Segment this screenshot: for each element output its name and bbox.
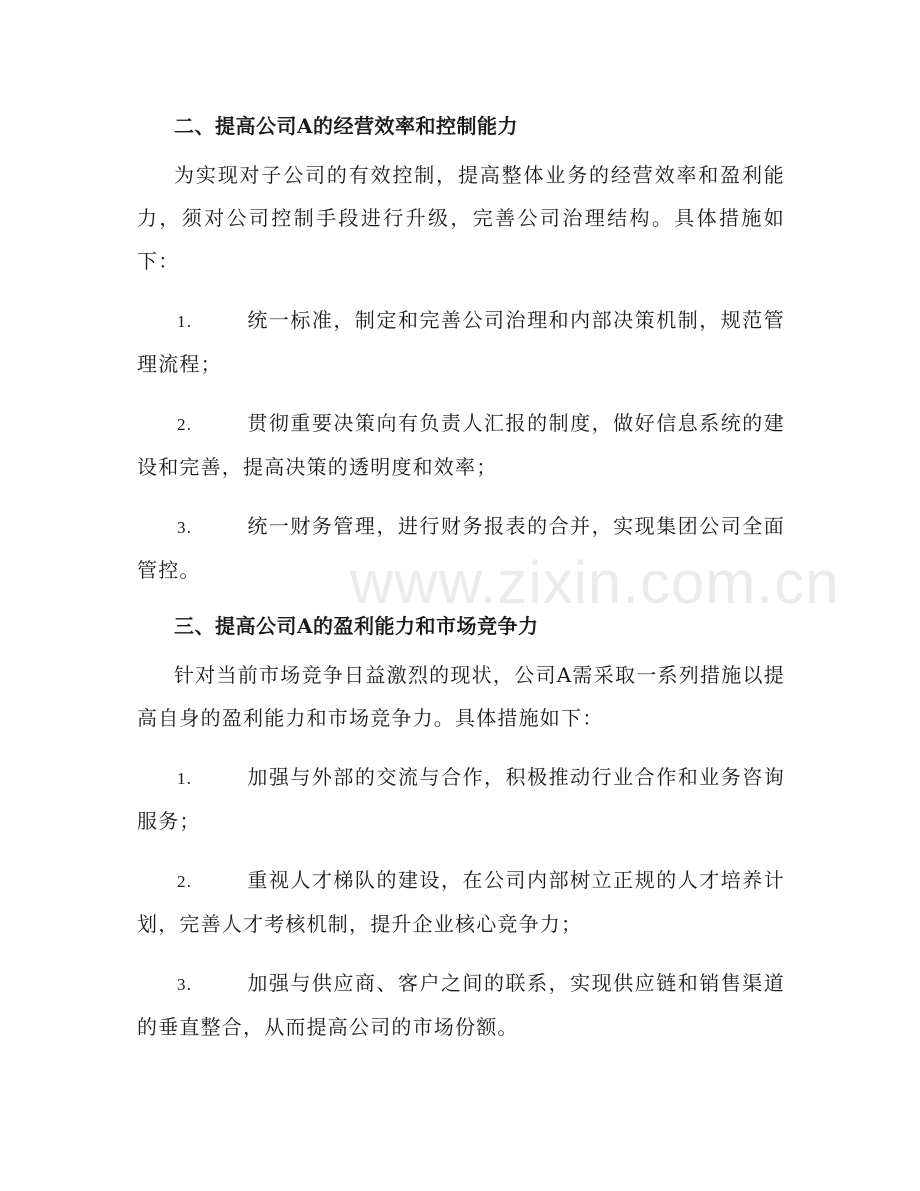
list-number: 2. <box>177 872 193 891</box>
list-text: 统一标准，制定和完善公司治理和内部决策机制，规范管理流程； <box>137 308 785 376</box>
list-number: 1. <box>177 312 193 331</box>
list-item <box>137 859 785 946</box>
list-item <box>137 505 785 592</box>
list-number: 3. <box>177 518 193 537</box>
document-body <box>137 108 785 1065</box>
list-item <box>137 962 785 1049</box>
list-item <box>137 756 785 843</box>
list-text: 重视人才梯队的建设，在公司内部树立正规的人才培养计划，完善人才考核机制，提升企业核心竞争力； <box>137 868 785 936</box>
list-text: 加强与供应商、客户之间的联系，实现供应链和销售渠道的垂直整合，从而提高公司的市场份额。 <box>137 971 785 1039</box>
section-intro: 针对当前市场竞争日益激烈的现状，公司A需采取一系列措施以提高自身的盈利能力和市场竞争力。具体措施如下： <box>137 663 785 730</box>
section-intro: 为实现对子公司的有效控制，提高整体业务的经营效率和盈利能力，须对公司控制手段进行升级，完善公司治理结构。具体措施如下： <box>137 163 785 273</box>
measure-list <box>137 299 785 592</box>
list-text: 贯彻重要决策向有负责人汇报的制度，做好信息系统的建设和完善，提高决策的透明度和效率； <box>137 411 785 479</box>
list-item <box>137 299 785 386</box>
section-heading: 三、提高公司A的盈利能力和市场竞争力 <box>174 614 539 638</box>
list-item <box>137 402 785 489</box>
measure-list <box>137 756 785 1049</box>
list-number: 3. <box>177 975 193 994</box>
list-text: 加强与外部的交流与合作，积极推动行业合作和业务咨询服务； <box>137 765 785 833</box>
list-number: 2. <box>177 415 193 434</box>
section-heading: 二、提高公司A的经营效率和控制能力 <box>174 114 519 138</box>
list-number: 1. <box>177 769 193 788</box>
watermark: www.zixin.com.cn <box>350 549 840 616</box>
list-text: 统一财务管理，进行财务报表的合并，实现集团公司全面管控。 <box>137 514 785 582</box>
